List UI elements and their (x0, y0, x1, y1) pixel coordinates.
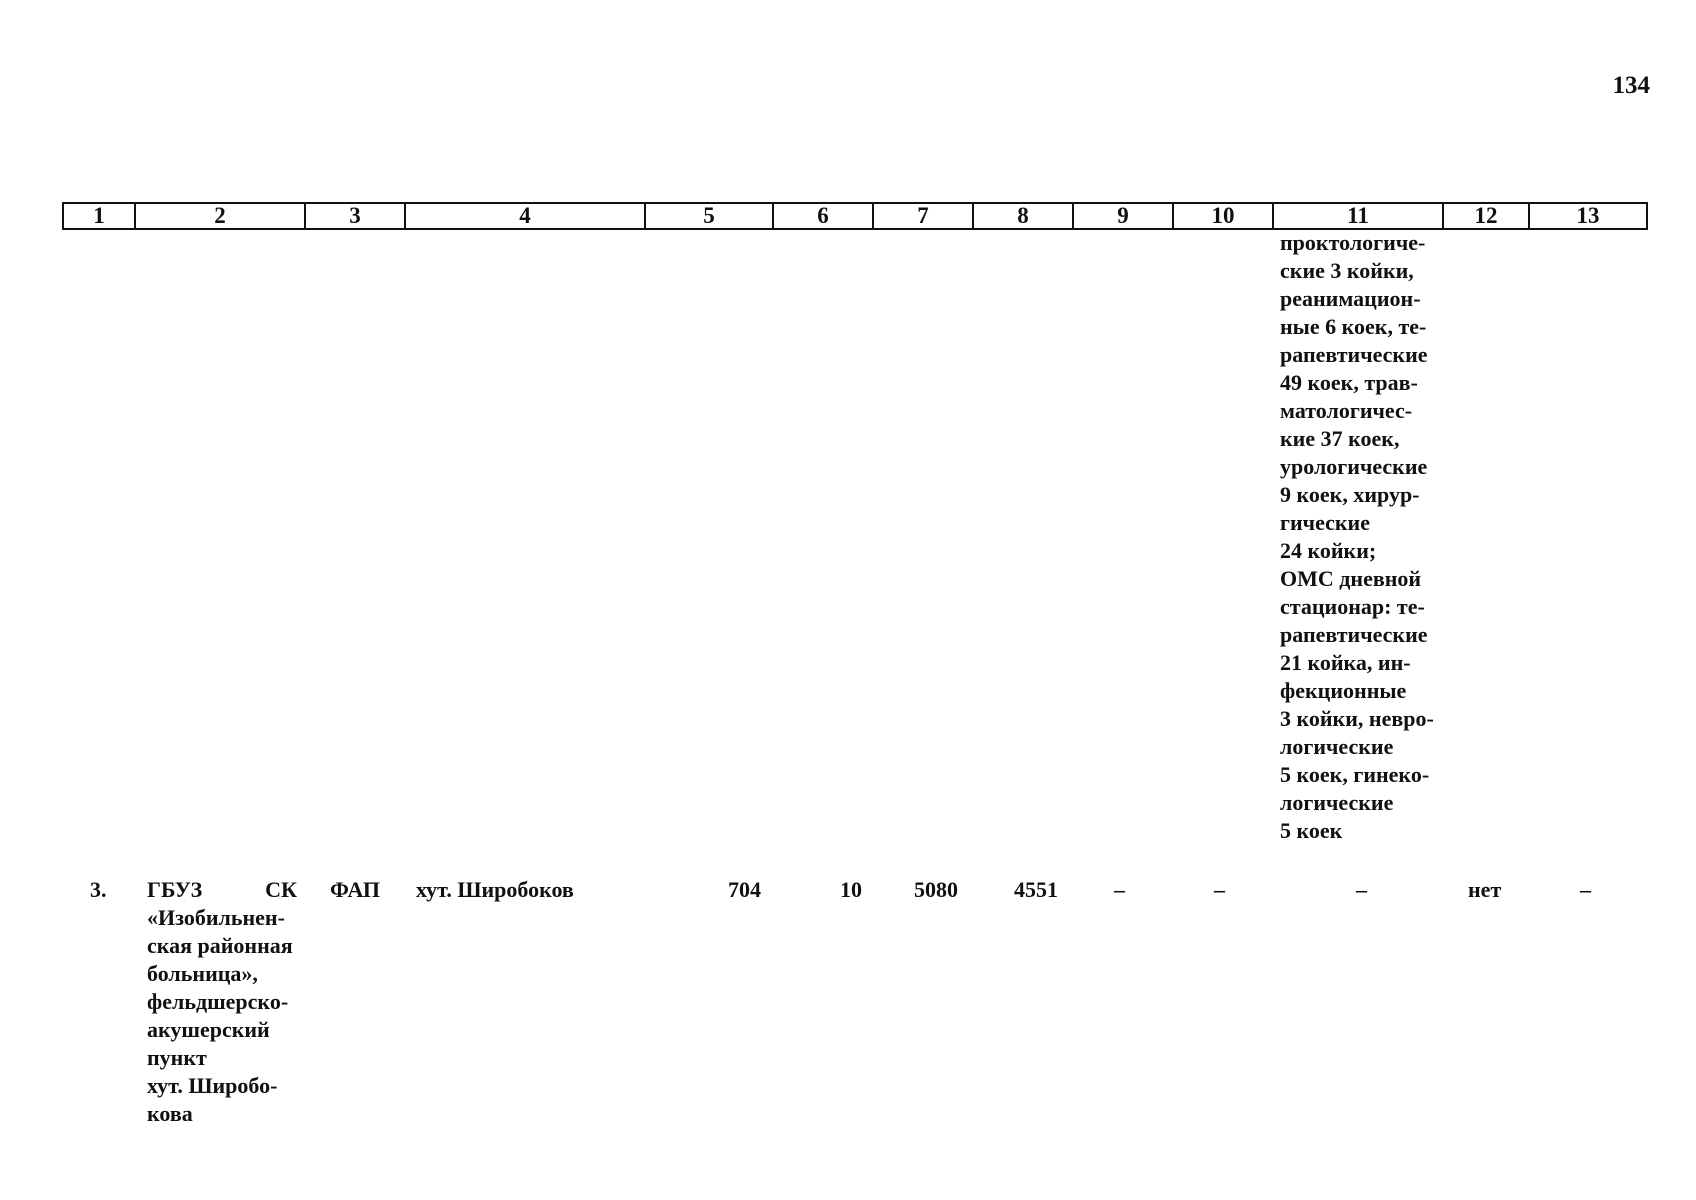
header-col-13: 13 (1529, 203, 1647, 229)
continuation-line: 5 коек (1280, 818, 1343, 843)
continuation-line: 9 коек, хирур- (1280, 482, 1420, 507)
col6-value: 10 (840, 877, 862, 902)
continuation-line: ОМС дневной (1280, 566, 1422, 591)
col7-value: 5080 (914, 877, 958, 902)
institution-name-line: ская районная (147, 933, 293, 958)
column-number-header (62, 202, 1648, 230)
header-col-2: 2 (135, 203, 305, 229)
continuation-line: 24 койки; (1280, 538, 1377, 563)
header-col-6: 6 (773, 203, 873, 229)
header-col-4: 4 (405, 203, 645, 229)
header-col-9: 9 (1073, 203, 1173, 229)
header-col-12: 12 (1443, 203, 1529, 229)
col5-value: 704 (728, 877, 761, 902)
institution-region: СК (265, 877, 297, 902)
continuation-line: 5 коек, гинеко- (1280, 762, 1430, 787)
col10-dash: – (1214, 877, 1225, 902)
header-col-1: 1 (63, 203, 135, 229)
institution-name-line: кова (147, 1101, 193, 1126)
header-col-8: 8 (973, 203, 1073, 229)
header-col-7: 7 (873, 203, 973, 229)
institution-name-line: пункт (147, 1045, 207, 1070)
continuation-line: логические (1280, 734, 1394, 759)
institution-name-line: хут. Широбо- (147, 1073, 278, 1098)
locality: хут. Широбоков (416, 877, 574, 902)
institution-name (147, 876, 297, 1128)
continuation-line: рапевтические (1280, 342, 1428, 367)
continuation-line: гические (1280, 510, 1370, 535)
institution-name-line: больница», (147, 961, 258, 986)
row-number: 3. (90, 877, 107, 902)
institution-name-first-line (147, 876, 297, 904)
continuation-line: логические (1280, 790, 1394, 815)
continuation-line: стационар: те- (1280, 594, 1425, 619)
continuation-line: 3 койки, невро- (1280, 706, 1434, 731)
continuation-line: кие 37 коек, (1280, 426, 1400, 451)
col11-dash: – (1356, 877, 1367, 902)
institution-name-line: «Изобильнен- (147, 905, 285, 930)
continuation-line: ские 3 койки, (1280, 258, 1414, 283)
continuation-line: 49 коек, трав- (1280, 370, 1418, 395)
continuation-line: матологичес- (1280, 398, 1413, 423)
continuation-line: ные 6 коек, те- (1280, 314, 1427, 339)
col13-dash: – (1580, 877, 1591, 902)
col8-value: 4551 (1014, 877, 1058, 902)
continuation-line: реанимацион- (1280, 286, 1421, 311)
institution-prefix: ГБУЗ (147, 877, 203, 902)
header-col-10: 10 (1173, 203, 1273, 229)
facility-type: ФАП (330, 877, 380, 902)
header-col-5: 5 (645, 203, 773, 229)
institution-name-line: фельдшерско- (147, 989, 289, 1014)
continuation-line: фекционные (1280, 678, 1407, 703)
header-col-11: 11 (1273, 203, 1443, 229)
continuation-col11-beds (1280, 229, 1440, 845)
continuation-line: урологические (1280, 454, 1428, 479)
continuation-line: 21 койка, ин- (1280, 650, 1411, 675)
continuation-line: рапевтические (1280, 622, 1428, 647)
page-number: 134 (1612, 72, 1650, 99)
continuation-line: проктологиче- (1280, 230, 1426, 255)
col9-dash: – (1114, 877, 1125, 902)
header-col-3: 3 (305, 203, 405, 229)
institution-name-line: акушерский (147, 1017, 270, 1042)
col12-value: нет (1468, 877, 1502, 902)
